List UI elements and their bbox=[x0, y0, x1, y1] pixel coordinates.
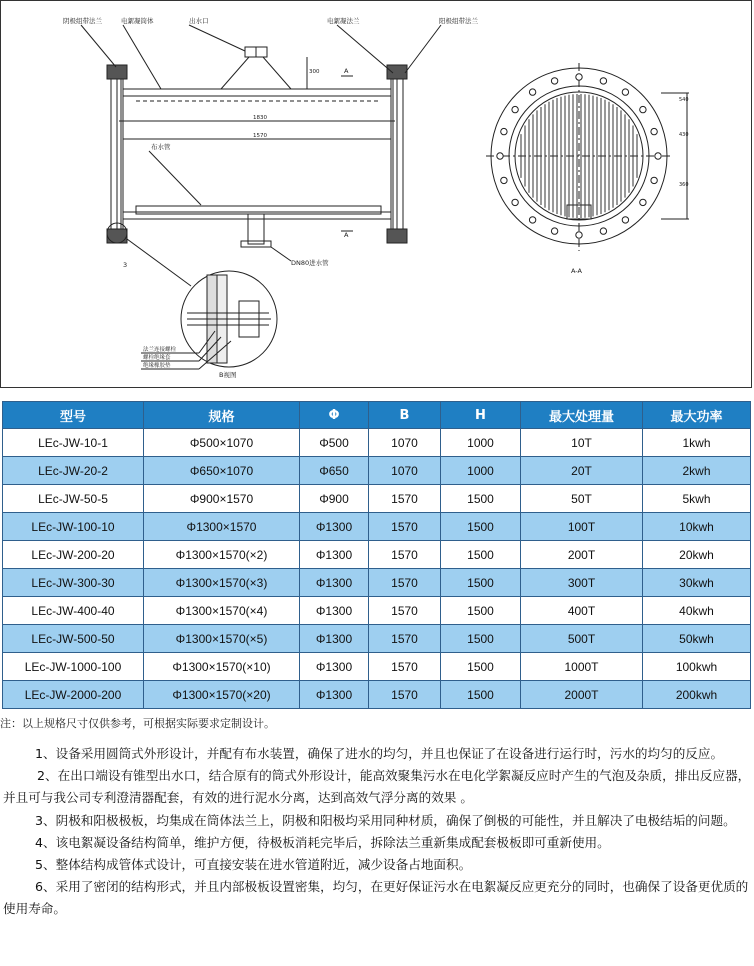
label-distributor: 布水管 bbox=[151, 143, 171, 151]
cell-power: 1kwh bbox=[643, 429, 751, 457]
table-row bbox=[3, 513, 751, 541]
feature-item-4: 4、该电絮凝设备结构简单，维护方便，待极板消耗完毕后，拆除法兰重新集成配套极板即可重新使用。 bbox=[35, 834, 610, 850]
cell-b: 1570 bbox=[369, 653, 441, 681]
dim-1830: 1830 bbox=[253, 115, 267, 121]
table-header-row bbox=[3, 402, 751, 429]
cell-b: 1070 bbox=[369, 457, 441, 485]
header-spec: 规格 bbox=[144, 402, 300, 429]
cell-h: 1500 bbox=[441, 625, 521, 653]
cell-power: 5kwh bbox=[643, 485, 751, 513]
cell-spec: Φ1300×1570(×3) bbox=[144, 569, 300, 597]
cell-b: 1070 bbox=[369, 429, 441, 457]
cell-h: 1000 bbox=[441, 429, 521, 457]
cell-diameter: Φ500 bbox=[300, 429, 369, 457]
cell-capacity: 1000T bbox=[521, 653, 643, 681]
table-row bbox=[3, 457, 751, 485]
drawing-svg bbox=[1, 1, 753, 389]
cell-model: LEc-JW-200-20 bbox=[3, 541, 144, 569]
table-row bbox=[3, 485, 751, 513]
cell-h: 1500 bbox=[441, 513, 521, 541]
header-diameter: Φ bbox=[300, 402, 369, 429]
spec-table bbox=[2, 401, 751, 709]
feature-item-2: 2、在出口端设有锥型出水口，结合原有的筒式外形设计，能高效聚集污水在电化学絮凝反应时产生的气泡及杂质，排出反应器，并且可与我公司专利澄清器配套，有效的进行泥水分离，达到高效气浮分离的效果 。 bbox=[3, 768, 751, 806]
label-section-mark-bottom: A bbox=[344, 231, 349, 239]
bolt-hole bbox=[501, 177, 507, 183]
distributor-pipe bbox=[136, 206, 381, 214]
dim-300: 300 bbox=[309, 69, 320, 75]
label-detail-title: B视图 bbox=[219, 371, 237, 379]
table-row bbox=[3, 625, 751, 653]
bolt-hole bbox=[640, 199, 646, 205]
bolt-hole bbox=[529, 217, 535, 223]
cell-spec: Φ1300×1570 bbox=[144, 513, 300, 541]
cell-model: LEc-JW-300-30 bbox=[3, 569, 144, 597]
cell-capacity: 50T bbox=[521, 485, 643, 513]
cell-power: 20kwh bbox=[643, 541, 751, 569]
cell-model: LEc-JW-2000-200 bbox=[3, 681, 144, 709]
header-capacity: 最大处理量 bbox=[521, 402, 643, 429]
dim-side-2: 430 bbox=[679, 132, 689, 138]
cell-diameter: Φ1300 bbox=[300, 653, 369, 681]
cell-diameter: Φ1300 bbox=[300, 597, 369, 625]
cell-power: 2kwh bbox=[643, 457, 751, 485]
label-outlet: 出水口 bbox=[189, 17, 209, 25]
bolt-hole bbox=[512, 199, 518, 205]
cell-diameter: Φ650 bbox=[300, 457, 369, 485]
table-row bbox=[3, 653, 751, 681]
bolt-hole bbox=[640, 106, 646, 112]
bolt-hole bbox=[651, 128, 657, 134]
cell-b: 1570 bbox=[369, 541, 441, 569]
cell-h: 1500 bbox=[441, 485, 521, 513]
cell-power: 40kwh bbox=[643, 597, 751, 625]
feature-item-3: 3、阴极和阳极极板，均集成在筒体法兰上，阴极和阳极均采用同种材质，确保了倒极的可能性，并且解决了电极结垢的问题。 bbox=[35, 812, 736, 828]
label-inlet: DN80进水管 bbox=[291, 259, 329, 267]
cell-capacity: 20T bbox=[521, 457, 643, 485]
bolt-hole bbox=[497, 153, 503, 159]
bolt-hole bbox=[501, 128, 507, 134]
bolt-hole bbox=[600, 78, 606, 84]
cell-b: 1570 bbox=[369, 513, 441, 541]
bolt-hole bbox=[551, 78, 557, 84]
cell-spec: Φ1300×1570(×5) bbox=[144, 625, 300, 653]
cell-power: 50kwh bbox=[643, 625, 751, 653]
cell-spec: Φ1300×1570(×4) bbox=[144, 597, 300, 625]
label-em-flange: 电絮凝法兰 bbox=[327, 17, 360, 25]
label-section-mark-top: A bbox=[344, 67, 349, 75]
table-row bbox=[3, 541, 751, 569]
bolt-hole bbox=[551, 228, 557, 234]
cell-h: 1000 bbox=[441, 457, 521, 485]
cell-h: 1500 bbox=[441, 569, 521, 597]
bolt-hole bbox=[576, 74, 582, 80]
cell-b: 1570 bbox=[369, 485, 441, 513]
cell-h: 1500 bbox=[441, 681, 521, 709]
label-insul-sleeve: 螺栓绝缘套 bbox=[143, 355, 171, 361]
feature-list bbox=[3, 743, 751, 921]
bolt-hole bbox=[622, 217, 628, 223]
label-section: A-A bbox=[571, 267, 582, 275]
cell-capacity: 500T bbox=[521, 625, 643, 653]
cell-power: 10kwh bbox=[643, 513, 751, 541]
cell-power: 200kwh bbox=[643, 681, 751, 709]
label-anode-flange: 阳极组带法兰 bbox=[439, 17, 478, 25]
cell-capacity: 10T bbox=[521, 429, 643, 457]
feature-item-1: 1、设备采用圆筒式外形设计，并配有布水装置，确保了进水的均匀，并且也保证了在设备进行运行时，污水的均匀的反应。 bbox=[35, 746, 724, 761]
cell-capacity: 300T bbox=[521, 569, 643, 597]
header-h: H bbox=[441, 402, 521, 429]
cell-spec: Φ500×1070 bbox=[144, 429, 300, 457]
dim-side-1: 540 bbox=[679, 97, 689, 103]
cell-model: LEc-JW-50-5 bbox=[3, 485, 144, 513]
outlet-cone bbox=[221, 57, 291, 89]
cell-spec: Φ1300×1570(×2) bbox=[144, 541, 300, 569]
technical-drawing bbox=[0, 0, 752, 388]
bolt-hole bbox=[529, 89, 535, 95]
cylinder-body bbox=[123, 89, 391, 219]
cell-spec: Φ650×1070 bbox=[144, 457, 300, 485]
cell-capacity: 400T bbox=[521, 597, 643, 625]
cell-spec: Φ1300×1570(×10) bbox=[144, 653, 300, 681]
cell-h: 1500 bbox=[441, 653, 521, 681]
feature-item-6: 6、采用了密闭的结构形式，并且内部极板设置密集，均匀，在更好保证污水在电絮凝反应更充分的同时，也确保了设备更优质的使用寿命。 bbox=[3, 879, 749, 917]
bolt-hole bbox=[600, 228, 606, 234]
bolt-hole bbox=[622, 89, 628, 95]
cell-b: 1570 bbox=[369, 597, 441, 625]
cell-b: 1570 bbox=[369, 625, 441, 653]
cell-spec: Φ1300×1570(×20) bbox=[144, 681, 300, 709]
cell-model: LEc-JW-500-50 bbox=[3, 625, 144, 653]
cell-capacity: 2000T bbox=[521, 681, 643, 709]
table-row bbox=[3, 681, 751, 709]
cell-model: LEc-JW-20-2 bbox=[3, 457, 144, 485]
label-insul-gasket: 绝缘橡胶垫 bbox=[143, 363, 171, 369]
cell-diameter: Φ1300 bbox=[300, 569, 369, 597]
bolt-hole bbox=[655, 153, 661, 159]
label-cathode-flange: 阴极组带法兰 bbox=[63, 17, 102, 25]
cell-capacity: 200T bbox=[521, 541, 643, 569]
cell-diameter: Φ900 bbox=[300, 485, 369, 513]
dim-1570: 1570 bbox=[253, 133, 267, 139]
cell-h: 1500 bbox=[441, 597, 521, 625]
table-row bbox=[3, 569, 751, 597]
cell-capacity: 100T bbox=[521, 513, 643, 541]
table-row bbox=[3, 429, 751, 457]
dim-side-3: 360 bbox=[679, 182, 689, 188]
cell-b: 1570 bbox=[369, 681, 441, 709]
header-model: 型号 bbox=[3, 402, 144, 429]
cell-diameter: Φ1300 bbox=[300, 513, 369, 541]
label-cylinder: 电絮凝筒体 bbox=[121, 17, 154, 25]
bolt-hole bbox=[512, 106, 518, 112]
cell-diameter: Φ1300 bbox=[300, 625, 369, 653]
cell-diameter: Φ1300 bbox=[300, 541, 369, 569]
cell-model: LEc-JW-400-40 bbox=[3, 597, 144, 625]
table-row bbox=[3, 597, 751, 625]
cell-power: 30kwh bbox=[643, 569, 751, 597]
cell-model: LEc-JW-1000-100 bbox=[3, 653, 144, 681]
cell-spec: Φ900×1570 bbox=[144, 485, 300, 513]
header-power: 最大功率 bbox=[643, 402, 751, 429]
bolt-hole bbox=[651, 177, 657, 183]
cell-power: 100kwh bbox=[643, 653, 751, 681]
cell-h: 1500 bbox=[441, 541, 521, 569]
bolt-hole bbox=[576, 232, 582, 238]
table-note: 注：以上规格尺寸仅供参考，可根据实际要求定制设计。 bbox=[0, 717, 275, 730]
feature-item-5: 5、整体结构成管体式设计，可直接安装在进水管道附近，减少设备占地面积。 bbox=[35, 857, 472, 873]
label-detail-mark: 3 bbox=[123, 261, 128, 269]
cell-model: LEc-JW-100-10 bbox=[3, 513, 144, 541]
cell-diameter: Φ1300 bbox=[300, 681, 369, 709]
header-b: B bbox=[369, 402, 441, 429]
cell-model: LEc-JW-10-1 bbox=[3, 429, 144, 457]
cell-b: 1570 bbox=[369, 569, 441, 597]
label-bolt: 法兰连接螺栓 bbox=[143, 347, 177, 353]
